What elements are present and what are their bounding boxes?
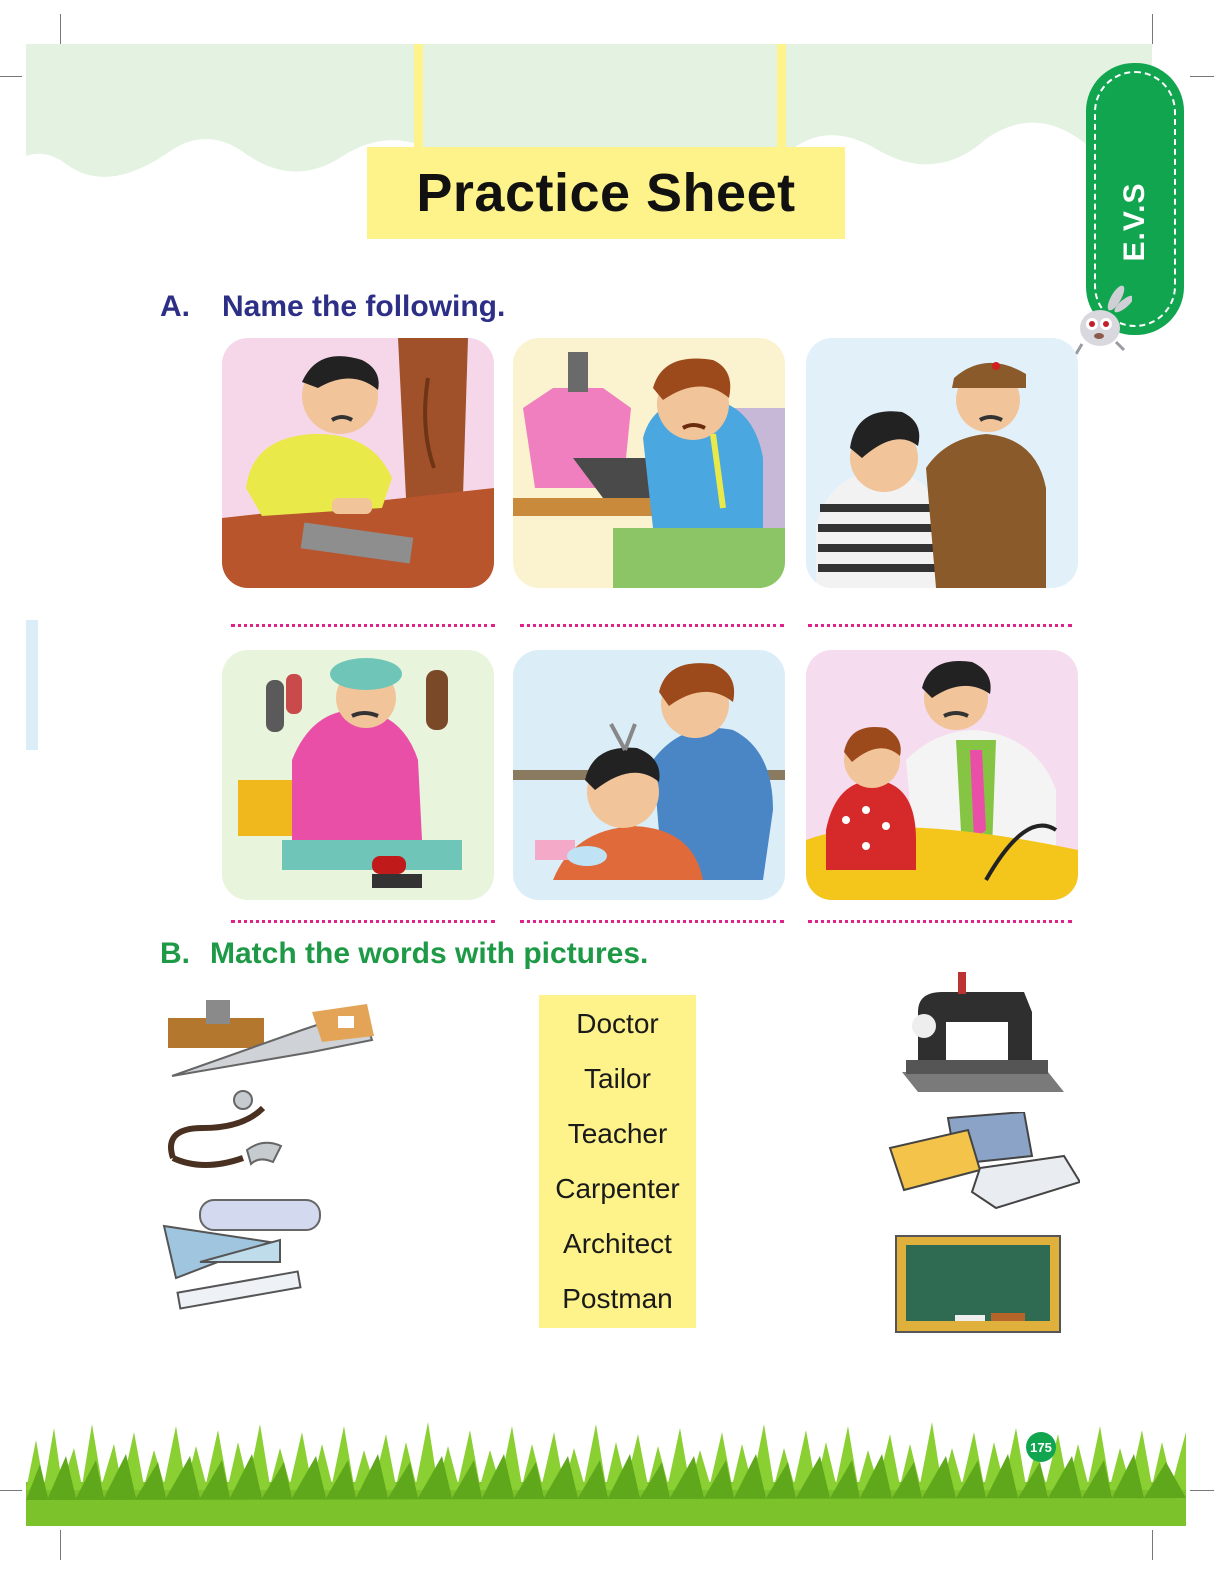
grass-border bbox=[26, 1420, 1186, 1526]
sewing-machine-icon[interactable] bbox=[898, 972, 1068, 1096]
crop-mark bbox=[60, 1530, 61, 1560]
barber-picture bbox=[513, 650, 785, 900]
doctor-picture bbox=[806, 650, 1078, 900]
section-a-heading bbox=[160, 290, 505, 324]
letters-icon[interactable] bbox=[888, 1112, 1080, 1210]
word-item[interactable]: Postman bbox=[562, 1283, 673, 1314]
crop-mark bbox=[1190, 76, 1214, 77]
word-item[interactable]: Tailor bbox=[584, 1063, 651, 1094]
crop-mark bbox=[1190, 1490, 1214, 1491]
title-hanger-right bbox=[777, 44, 786, 148]
answer-blank[interactable] bbox=[231, 920, 495, 923]
crop-mark bbox=[1152, 1530, 1153, 1560]
tailor-picture bbox=[513, 338, 785, 588]
word-list bbox=[539, 995, 696, 1328]
answer-blank[interactable] bbox=[808, 920, 1072, 923]
page-number: 175 bbox=[1026, 1432, 1056, 1462]
blackboard-icon[interactable] bbox=[895, 1235, 1061, 1333]
crop-mark bbox=[0, 1490, 22, 1491]
cobbler-picture bbox=[222, 650, 494, 900]
stethoscope-icon[interactable] bbox=[163, 1088, 291, 1172]
answer-blank[interactable] bbox=[520, 624, 784, 627]
answer-blank[interactable] bbox=[520, 920, 784, 923]
carpentry-tools-icon[interactable] bbox=[162, 990, 377, 1080]
page-title-box bbox=[367, 147, 845, 239]
bunny-mascot-icon bbox=[1072, 284, 1132, 360]
page-title: Practice Sheet bbox=[416, 163, 796, 223]
section-a-letter: A. bbox=[160, 290, 190, 323]
crop-mark bbox=[60, 14, 61, 44]
policeman-picture bbox=[806, 338, 1078, 588]
word-item[interactable]: Teacher bbox=[567, 1118, 668, 1149]
word-item[interactable]: Doctor bbox=[576, 1008, 659, 1039]
subject-tab-label: E.V.S bbox=[1118, 182, 1151, 262]
crop-mark bbox=[0, 76, 22, 77]
page-edge-tint bbox=[26, 620, 38, 750]
section-b-letter: B. bbox=[160, 937, 190, 970]
crop-mark bbox=[1152, 14, 1153, 44]
answer-blank[interactable] bbox=[231, 624, 495, 627]
answer-blank[interactable] bbox=[808, 624, 1072, 627]
section-b-instruction: Match the words with pictures. bbox=[210, 937, 649, 970]
section-a-instruction: Name the following. bbox=[222, 290, 506, 323]
word-item[interactable]: Architect bbox=[563, 1228, 672, 1259]
word-item[interactable]: Carpenter bbox=[555, 1173, 680, 1204]
title-hanger-left bbox=[414, 44, 423, 148]
drawing-tools-icon[interactable] bbox=[160, 1192, 328, 1312]
carpenter-picture bbox=[222, 338, 494, 588]
section-b-heading bbox=[160, 937, 648, 971]
